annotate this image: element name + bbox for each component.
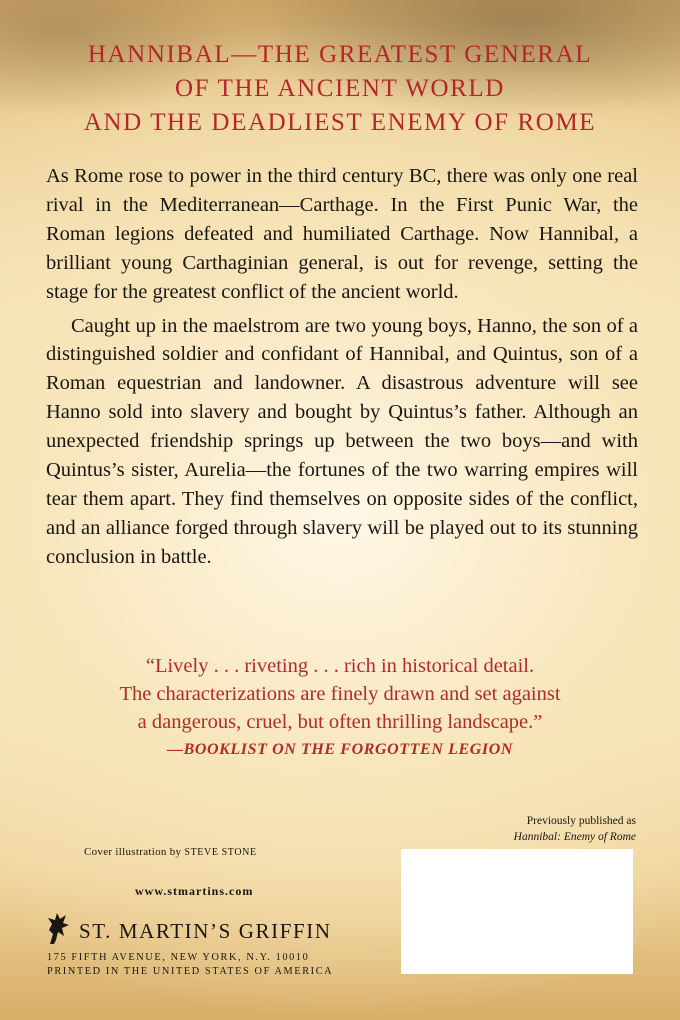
publisher-address: 175 FIFTH AVENUE, NEW YORK, N.Y. 10010 (47, 952, 310, 963)
previously-published (514, 813, 636, 845)
headline-line: OF THE ANCIENT WORLD (175, 75, 505, 102)
headline-line: HANNIBAL—THE GREATEST GENERAL (87, 41, 593, 68)
credit-name: STEVE STONE (184, 847, 257, 858)
barcode-area (401, 849, 633, 974)
credit-label: Cover illustration by (84, 846, 182, 858)
previously-label: Previously published as (526, 815, 636, 827)
blurb (46, 162, 638, 572)
publisher-name: ST. MARTIN’S GRIFFIN (79, 919, 332, 943)
quote-line: The characterizations are finely drawn and set against (119, 683, 561, 705)
headline (0, 38, 680, 140)
quote-line: “Lively . . . riveting . . . rich in historical detail. (145, 655, 535, 677)
printed-in: PRINTED IN THE UNITED STATES OF AMERICA (47, 966, 334, 977)
quote-line: a dangerous, cruel, but often thrilling landscape.” (137, 711, 543, 733)
website-link[interactable]: www.stmartins.com (135, 884, 254, 898)
blurb-paragraph: Caught up in the maelstrom are two young boys, Hanno, the son of a distinguished soldier and confidant of Hannibal, and Quintus, son of a Roman equestrian and landowner. A disastrous adventure will see Hanno sold into slavery and bought by Quintus’s father. Although an unexpected friendship springs up between the two boys—and with Quintus’s sister, Aurelia—the fortunes of the two warring empires will tear them apart. They find themselves on opposite sides of the conflict, and an alliance forged through slavery will be played out to its stunning conclusion in battle. (46, 314, 638, 568)
previous-title: Hannibal: Enemy of Rome (513, 831, 636, 843)
griffin-logo-icon (44, 910, 72, 946)
headline-line: AND THE DEADLIEST ENEMY OF ROME (83, 109, 597, 136)
quote-source: —BOOKLIST ON THE FORGOTTEN LEGION (166, 741, 514, 758)
blurb-paragraph: As Rome rose to power in the third century BC, there was only one real rival in the Mediterranean—Carthage. In the First Punic War, the Roman legions defeated and humiliated Carthage. Now Hannibal, a brilliant young Carthaginian general, is out for revenge, setting the stage for the greatest conflict of the ancient world. (46, 165, 638, 303)
review-quote (60, 652, 620, 764)
illustration-credit (84, 846, 257, 858)
